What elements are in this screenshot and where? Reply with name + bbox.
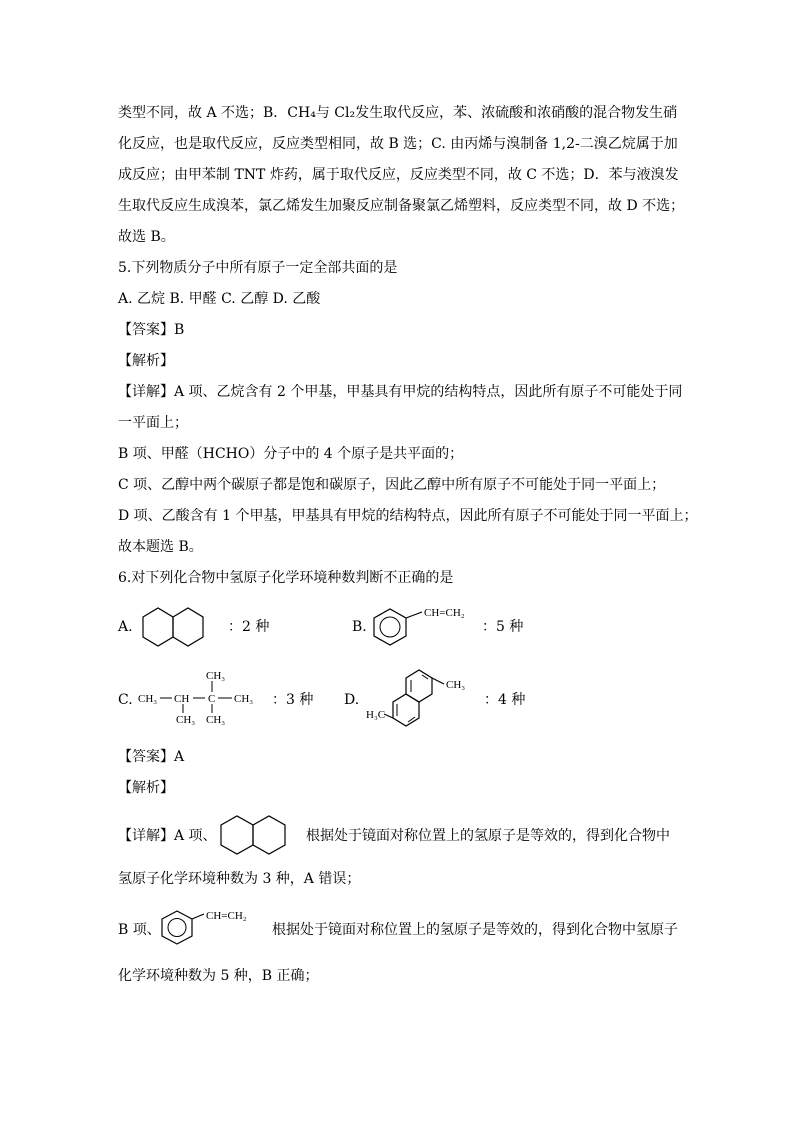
answer-label: 【答案】A — [118, 749, 185, 765]
ch3-left-label: CH₃ — [138, 693, 158, 705]
ch3-below-ch-label: CH₃ — [176, 714, 196, 726]
text-line: 氢原子化学环境种数为 3 种，A 错误； — [118, 871, 361, 887]
analysis-heading: 【解析】 — [118, 353, 174, 369]
text-line: B 项、甲醛（HCHO）分子中的 4 个原子是共平面的； — [118, 446, 464, 462]
option-b-letter: B. — [352, 619, 367, 635]
option-a-letter: A. — [118, 619, 133, 635]
detail-b-prefix: B 项、 — [118, 922, 161, 938]
option-c-letter: C. — [118, 692, 133, 708]
question-6-stem: 6.对下列化合物中氢原子化学环境种数判断不正确的是 — [118, 570, 454, 586]
ch3-right-label: CH₃ — [234, 693, 254, 705]
text-line: 化反应，也是取代反应，反应类型相同，故 B 选；C. 由丙烯与溴制备 1,2-二溴乙烷属于加 — [118, 136, 678, 152]
text-line: 成反应；由甲苯制 TNT 炸药，属于取代反应，反应类型不同，故 C 不选；D．苯与液溴发 — [118, 167, 679, 183]
text-line: 故本题选 B。 — [118, 539, 203, 555]
analysis-heading: 【解析】 — [118, 780, 174, 796]
text-line: 类型不同，故 A 不选；B．CH₄与 Cl₂发生取代反应，苯、浓硫酸和浓硝酸的混合物发生硝 — [118, 105, 678, 121]
text-line: C 项、乙醇中两个碳原子都是饱和碳原子，因此乙醇中所有原子不可能处于同一平面上； — [118, 477, 666, 493]
question-5-options: A. 乙烷 B. 甲醛 C. 乙醇 D. 乙酸 — [118, 291, 321, 307]
trimethylbutane-structure — [138, 668, 266, 728]
text-line: 故选 B。 — [118, 229, 175, 245]
vinyl-group-label-inline: CH=CH₂ — [206, 910, 247, 922]
styrene-structure-inline — [160, 906, 212, 948]
dimethylnaphthalene-structure — [366, 664, 476, 734]
option-b-result: ：5 种 — [482, 619, 524, 635]
vinyl-group-label: CH=CH₂ — [424, 607, 465, 619]
option-d-result: ：4 种 — [484, 692, 526, 708]
methyl-left-label: H₃C — [366, 709, 386, 721]
question-5-stem: 5.下列物质分子中所有原子一定全部共面的是 — [118, 260, 398, 276]
decalin-structure-inline — [218, 812, 294, 860]
detail-a-suffix: 根据处于镜面对称位置上的氢原子是等效的，得到化合物中 — [306, 828, 670, 844]
text-line: 【详解】A 项、乙烷含有 2 个甲基，甲基具有甲烷的结构特点，因此所有原子不可能处于同 — [118, 384, 683, 400]
text-line: 生取代反应生成溴苯，氯乙烯发生加聚反应制备聚氯乙烯塑料，反应类型不同，故 D 不选； — [118, 198, 685, 214]
text-line: 化学环境种数为 5 种，B 正确； — [118, 968, 319, 984]
ch3-below-c-label: CH₃ — [206, 714, 226, 726]
text-line: 一平面上； — [118, 415, 188, 431]
detail-b-suffix: 根据处于镜面对称位置上的氢原子是等效的，得到化合物中氢原子 — [272, 922, 678, 938]
ch-label: CH — [174, 693, 190, 705]
decalin-structure — [140, 602, 214, 654]
methyl-right-label: CH₃ — [446, 679, 466, 691]
detail-a-prefix: 【详解】A 项、 — [118, 828, 217, 844]
option-c-result: ：3 种 — [272, 692, 314, 708]
c-label: C — [208, 693, 216, 705]
text-line: D 项、乙酸含有 1 个甲基，甲基具有甲烷的结构特点，因此所有原子不可能处于同一平面上； — [118, 508, 698, 524]
option-d-letter: D. — [344, 692, 360, 708]
option-a-result: ：2 种 — [228, 619, 270, 635]
ch3-top-label: CH₃ — [206, 670, 226, 682]
answer-label: 【答案】B — [118, 322, 185, 338]
